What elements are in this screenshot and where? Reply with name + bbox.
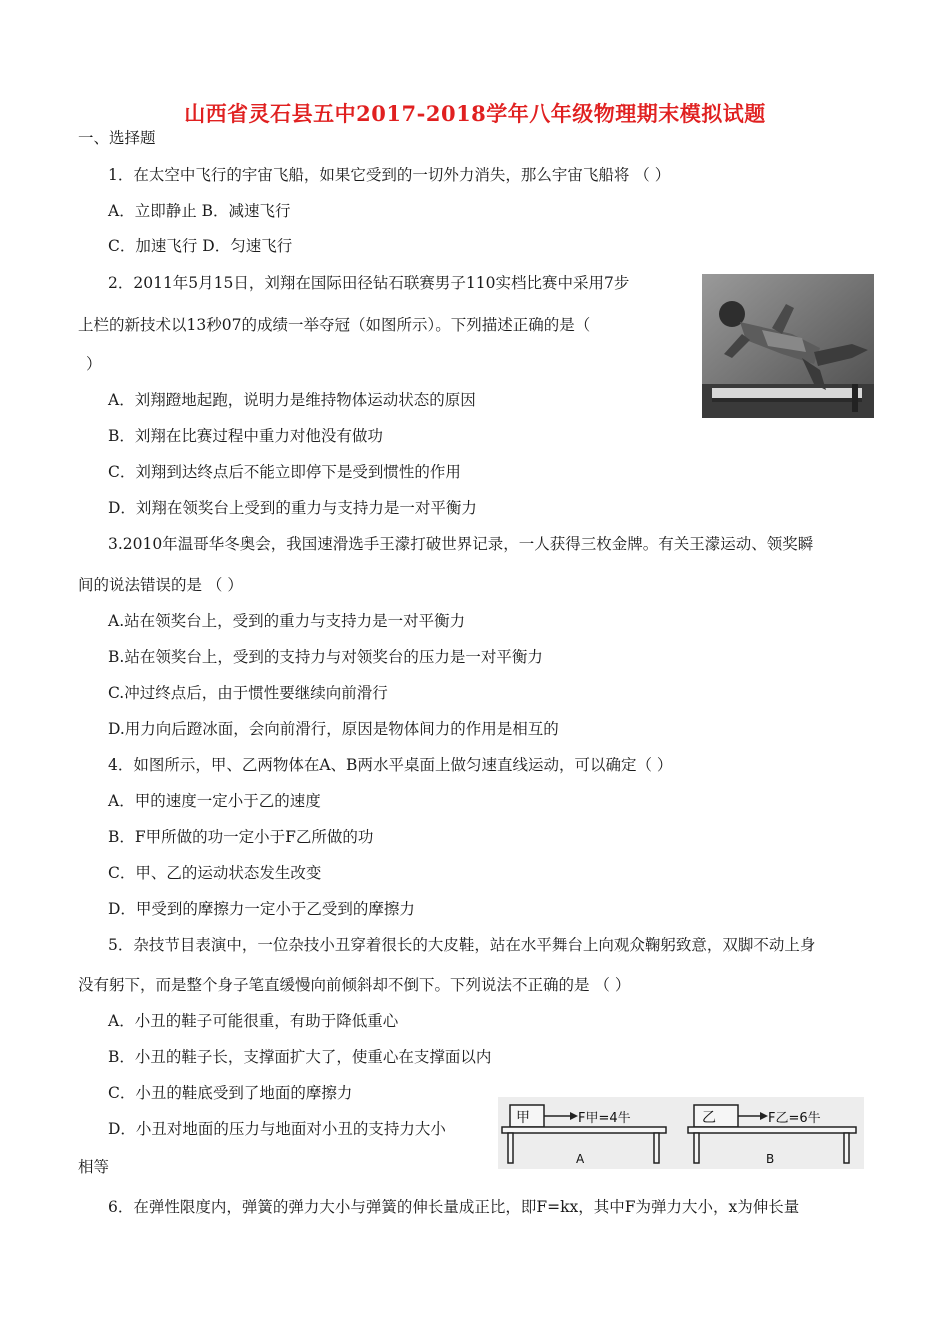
section-heading: 一、选择题 [78, 129, 156, 147]
force-yi-label: F乙=6牛 [768, 1111, 821, 1126]
q2-option-a: A．刘翔蹬地起跑，说明力是维持物体运动状态的原因 [108, 391, 476, 409]
q2-option-b: B．刘翔在比赛过程中重力对他没有做功 [108, 427, 383, 445]
table-a-label: A [576, 1152, 585, 1166]
q1-options-row2: C．加速飞行 D．匀速飞行 [108, 237, 293, 255]
page-title: 山西省灵石县五中2017-2018学年八年级物理期末模拟试题 [184, 101, 766, 126]
q4-option-b: B．F甲所做的功一定小于F乙所做的功 [108, 828, 374, 846]
q5-option-b: B．小丑的鞋子长，支撑面扩大了，使重心在支撑面以内 [108, 1048, 492, 1066]
q3-option-d: D.用力向后蹬冰面，会向前滑行，原因是物体间力的作用是相互的 [108, 720, 559, 738]
tables-figure [498, 1097, 864, 1169]
q5-stem-line1: 5．杂技节目表演中，一位杂技小丑穿着很长的大皮鞋，站在水平舞台上向观众鞠躬致意，双脚不动上身 [108, 936, 816, 954]
q2-option-d: D．刘翔在领奖台上受到的重力与支持力是一对平衡力 [108, 499, 477, 517]
block-yi [694, 1105, 738, 1127]
q3-stem-line2: 间的说法错误的是 （ ） [78, 576, 243, 594]
block-jia-label: 甲 [516, 1110, 530, 1126]
q3-option-a: A.站在领奖台上，受到的重力与支持力是一对平衡力 [108, 612, 466, 630]
q5-option-c: C．小丑的鞋底受到了地面的摩擦力 [108, 1084, 353, 1102]
q4-option-d: D．甲受到的摩擦力一定小于乙受到的摩擦力 [108, 900, 415, 918]
q4-option-a: A．甲的速度一定小于乙的速度 [108, 792, 321, 810]
q2-stem-line2: 上栏的新技术以13秒07的成绩一举夺冠（如图所示）。下列描述正确的是（ [78, 316, 591, 334]
q3-option-c: C.冲过终点后，由于惯性要继续向前滑行 [108, 684, 388, 702]
q4-stem: 4．如图所示，甲、乙两物体在A、B两水平桌面上做匀速直线运动，可以确定（ ） [108, 756, 673, 774]
q2-stem-line1: 2．2011年5月15日，刘翔在国际田径钻石联赛男子110实档比赛中采用7步 [108, 274, 630, 292]
q3-option-b: B.站在领奖台上，受到的支持力与对领奖台的压力是一对平衡力 [108, 648, 543, 666]
block-yi-label: 乙 [702, 1110, 716, 1126]
q5-option-d-line1: D．小丑对地面的压力与地面对小丑的支持力大小 [108, 1120, 446, 1138]
q5-stem-line2: 没有躬下，而是整个身子笔直缓慢向前倾斜却不倒下。下列说法不正确的是 （ ） [78, 976, 631, 994]
table-b-label: B [766, 1152, 775, 1166]
q5-option-d-line2: 相等 [78, 1158, 110, 1176]
q4-option-c: C．甲、乙的运动状态发生改变 [108, 864, 322, 882]
q2-option-c: C．刘翔到达终点后不能立即停下是受到惯性的作用 [108, 463, 461, 481]
q3-stem-line1: 3.2010年温哥华冬奥会，我国速滑选手王濛打破世界记录，一人获得三枚金牌。有关王濛运动、领奖瞬 [108, 535, 814, 553]
hurdler-photo [702, 274, 874, 418]
q1-options-row1: A．立即静止 B．减速飞行 [108, 202, 291, 220]
q6-stem-line1: 6．在弹性限度内，弹簧的弹力大小与弹簧的伸长量成正比，即F=kx，其中F为弹力大小，x为伸长量 [108, 1198, 800, 1216]
q1-stem: 1．在太空中飞行的宇宙飞船，如果它受到的一切外力消失，那么宇宙飞船将 （ ） [108, 166, 671, 184]
q5-option-a: A．小丑的鞋子可能很重，有助于降低重心 [108, 1012, 399, 1030]
q2-stem-line3: ） [86, 355, 102, 373]
force-jia-label: F甲=4牛 [578, 1111, 631, 1126]
